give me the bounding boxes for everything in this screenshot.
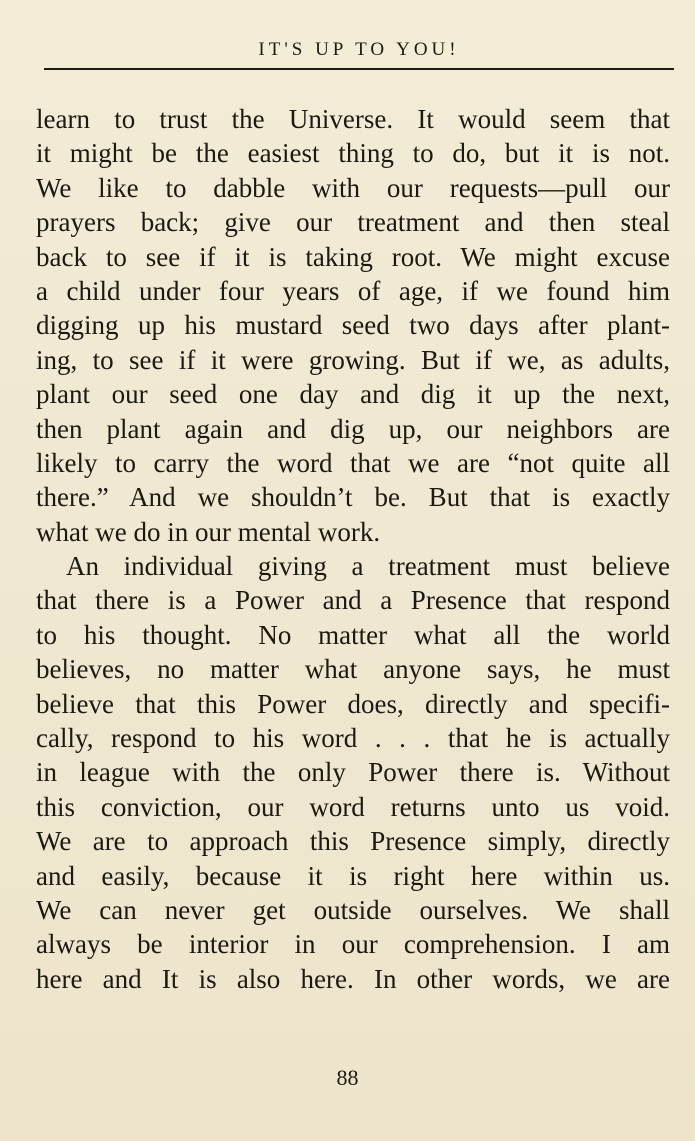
text-line: likely to carry the word that we are “not quite all	[36, 447, 670, 478]
text-line: it might be the easiest thing to do, but it is not.	[36, 138, 670, 169]
text-line: prayers back; give our treatment and then steal	[36, 207, 670, 238]
text-line: a child under four years of age, if we found him	[36, 275, 670, 306]
text-line: what we do in our mental work.	[36, 516, 381, 547]
text-line: digging up his mustard seed two days after plant-	[36, 310, 670, 341]
paragraph-1	[36, 102, 670, 549]
text-line: this conviction, our word returns unto us void.	[36, 791, 670, 822]
text-line: then plant again and dig up, our neighbors are	[36, 413, 670, 444]
text-line: plant our seed one day and dig it up the next,	[36, 379, 670, 410]
text-line: always be interior in our comprehension. I am	[36, 929, 670, 960]
page-number: 88	[336, 1065, 359, 1090]
text-line: learn to trust the Universe. It would seem that	[36, 104, 670, 134]
text-line: We are to approach this Presence simply, directly	[36, 826, 670, 857]
text-line: An individual giving a treatment must believe	[66, 551, 670, 582]
text-line: believes, no matter what anyone says, he must	[36, 654, 670, 685]
text-line: believe that this Power does, directly and specifi-	[36, 688, 670, 719]
paragraph-2	[36, 549, 670, 996]
text-line: that there is a Power and a Presence that respond	[36, 585, 670, 616]
text-line: ing, to see if it were growing. But if we, as adults,	[36, 344, 670, 375]
text-line: there.” And we shouldn’t be. But that is exactly	[36, 482, 670, 513]
body-text	[36, 102, 670, 996]
text-line: to his thought. No matter what all the world	[36, 619, 670, 650]
text-line: here and It is also here. In other words, we are	[36, 963, 670, 994]
header-rule	[44, 68, 674, 70]
text-line: cally, respond to his word . . . that he is actually	[36, 723, 670, 754]
text-line: We like to dabble with our requests—pull our	[36, 172, 670, 203]
text-line: in league with the only Power there is. Without	[36, 757, 670, 788]
text-line: We can never get outside ourselves. We shall	[36, 894, 670, 925]
running-head: IT'S UP TO YOU!	[258, 39, 460, 60]
text-line: back to see if it is taking root. We might excuse	[36, 241, 670, 272]
text-line: and easily, because it is right here within us.	[36, 860, 670, 891]
